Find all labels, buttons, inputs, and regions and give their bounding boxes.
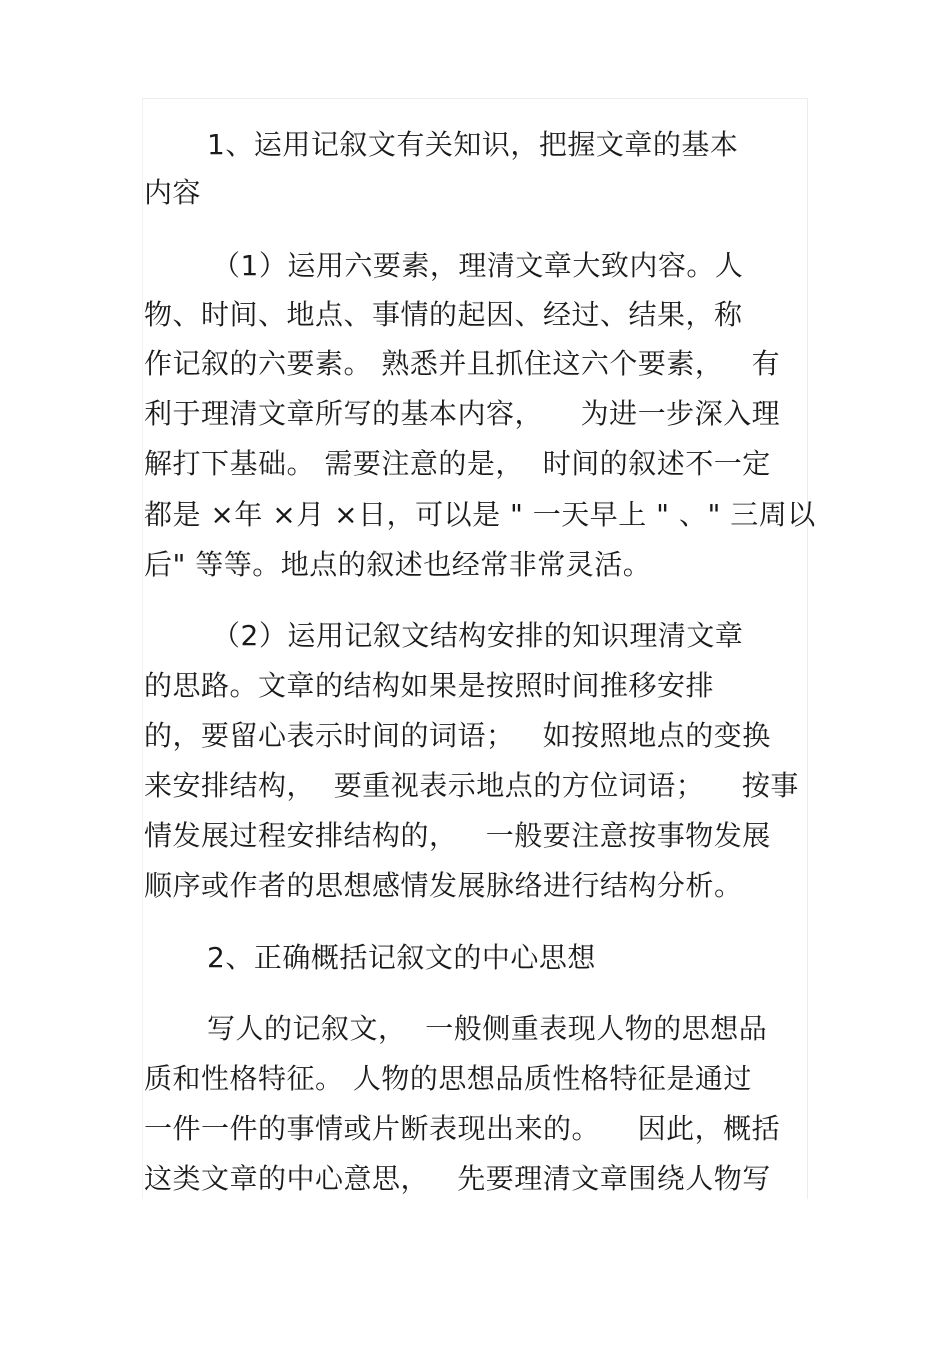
paragraph-line: 顺序或作者的思想感情发展脉络进行结构分析。 [144,869,743,902]
paragraph-line: （2）运用记叙文结构安排的知识理清文章 [212,619,744,652]
paragraph-line: 的思路。文章的结构如果是按照时间推移安排 [144,669,715,702]
heading-2: 2、正确概括记叙文的中心思想 [207,941,596,974]
paragraph-line: （1）运用六要素，理清文章大致内容。人 [212,249,744,282]
paragraph-line: 利于理清文章所写的基本内容， 为进一步深入理 [144,397,781,430]
paragraph-line: 物、时间、地点、事情的起因、经过、结果，称 [144,298,743,331]
paragraph-line: 情发展过程安排结构的， 一般要注意按事物发展 [144,819,771,852]
paragraph-line: 后" 等等。地点的叙述也经常非常灵活。 [144,548,652,581]
paragraph-line: 质和性格特征。 人物的思想品质性格特征是通过 [144,1062,752,1095]
paragraph-line: 都是 ×年 ×月 ×日，可以是 " 一天早上 " 、" 三周以 [144,498,816,531]
paragraph-line: 解打下基础。 需要注意的是， 时间的叙述不一定 [144,447,771,480]
heading-1: 1、运用记叙文有关知识，把握文章的基本 [207,128,739,161]
paragraph-line: 这类文章的中心意思， 先要理清文章围绕人物写 [144,1162,771,1195]
paragraph-line: 写人的记叙文， 一般侧重表现人物的思想品 [207,1012,768,1045]
paragraph-line: 一件一件的事情或片断表现出来的。 因此，概括 [144,1112,781,1145]
paragraph-line: 来安排结构， 要重视表示地点的方位词语； 按事 [144,769,799,802]
paragraph-line: 的，要留心表示时间的词语； 如按照地点的变换 [144,719,771,752]
heading-1-continued: 内容 [144,176,202,209]
paragraph-line: 作记叙的六要素。 熟悉并且抓住这六个要素， 有 [144,347,781,380]
